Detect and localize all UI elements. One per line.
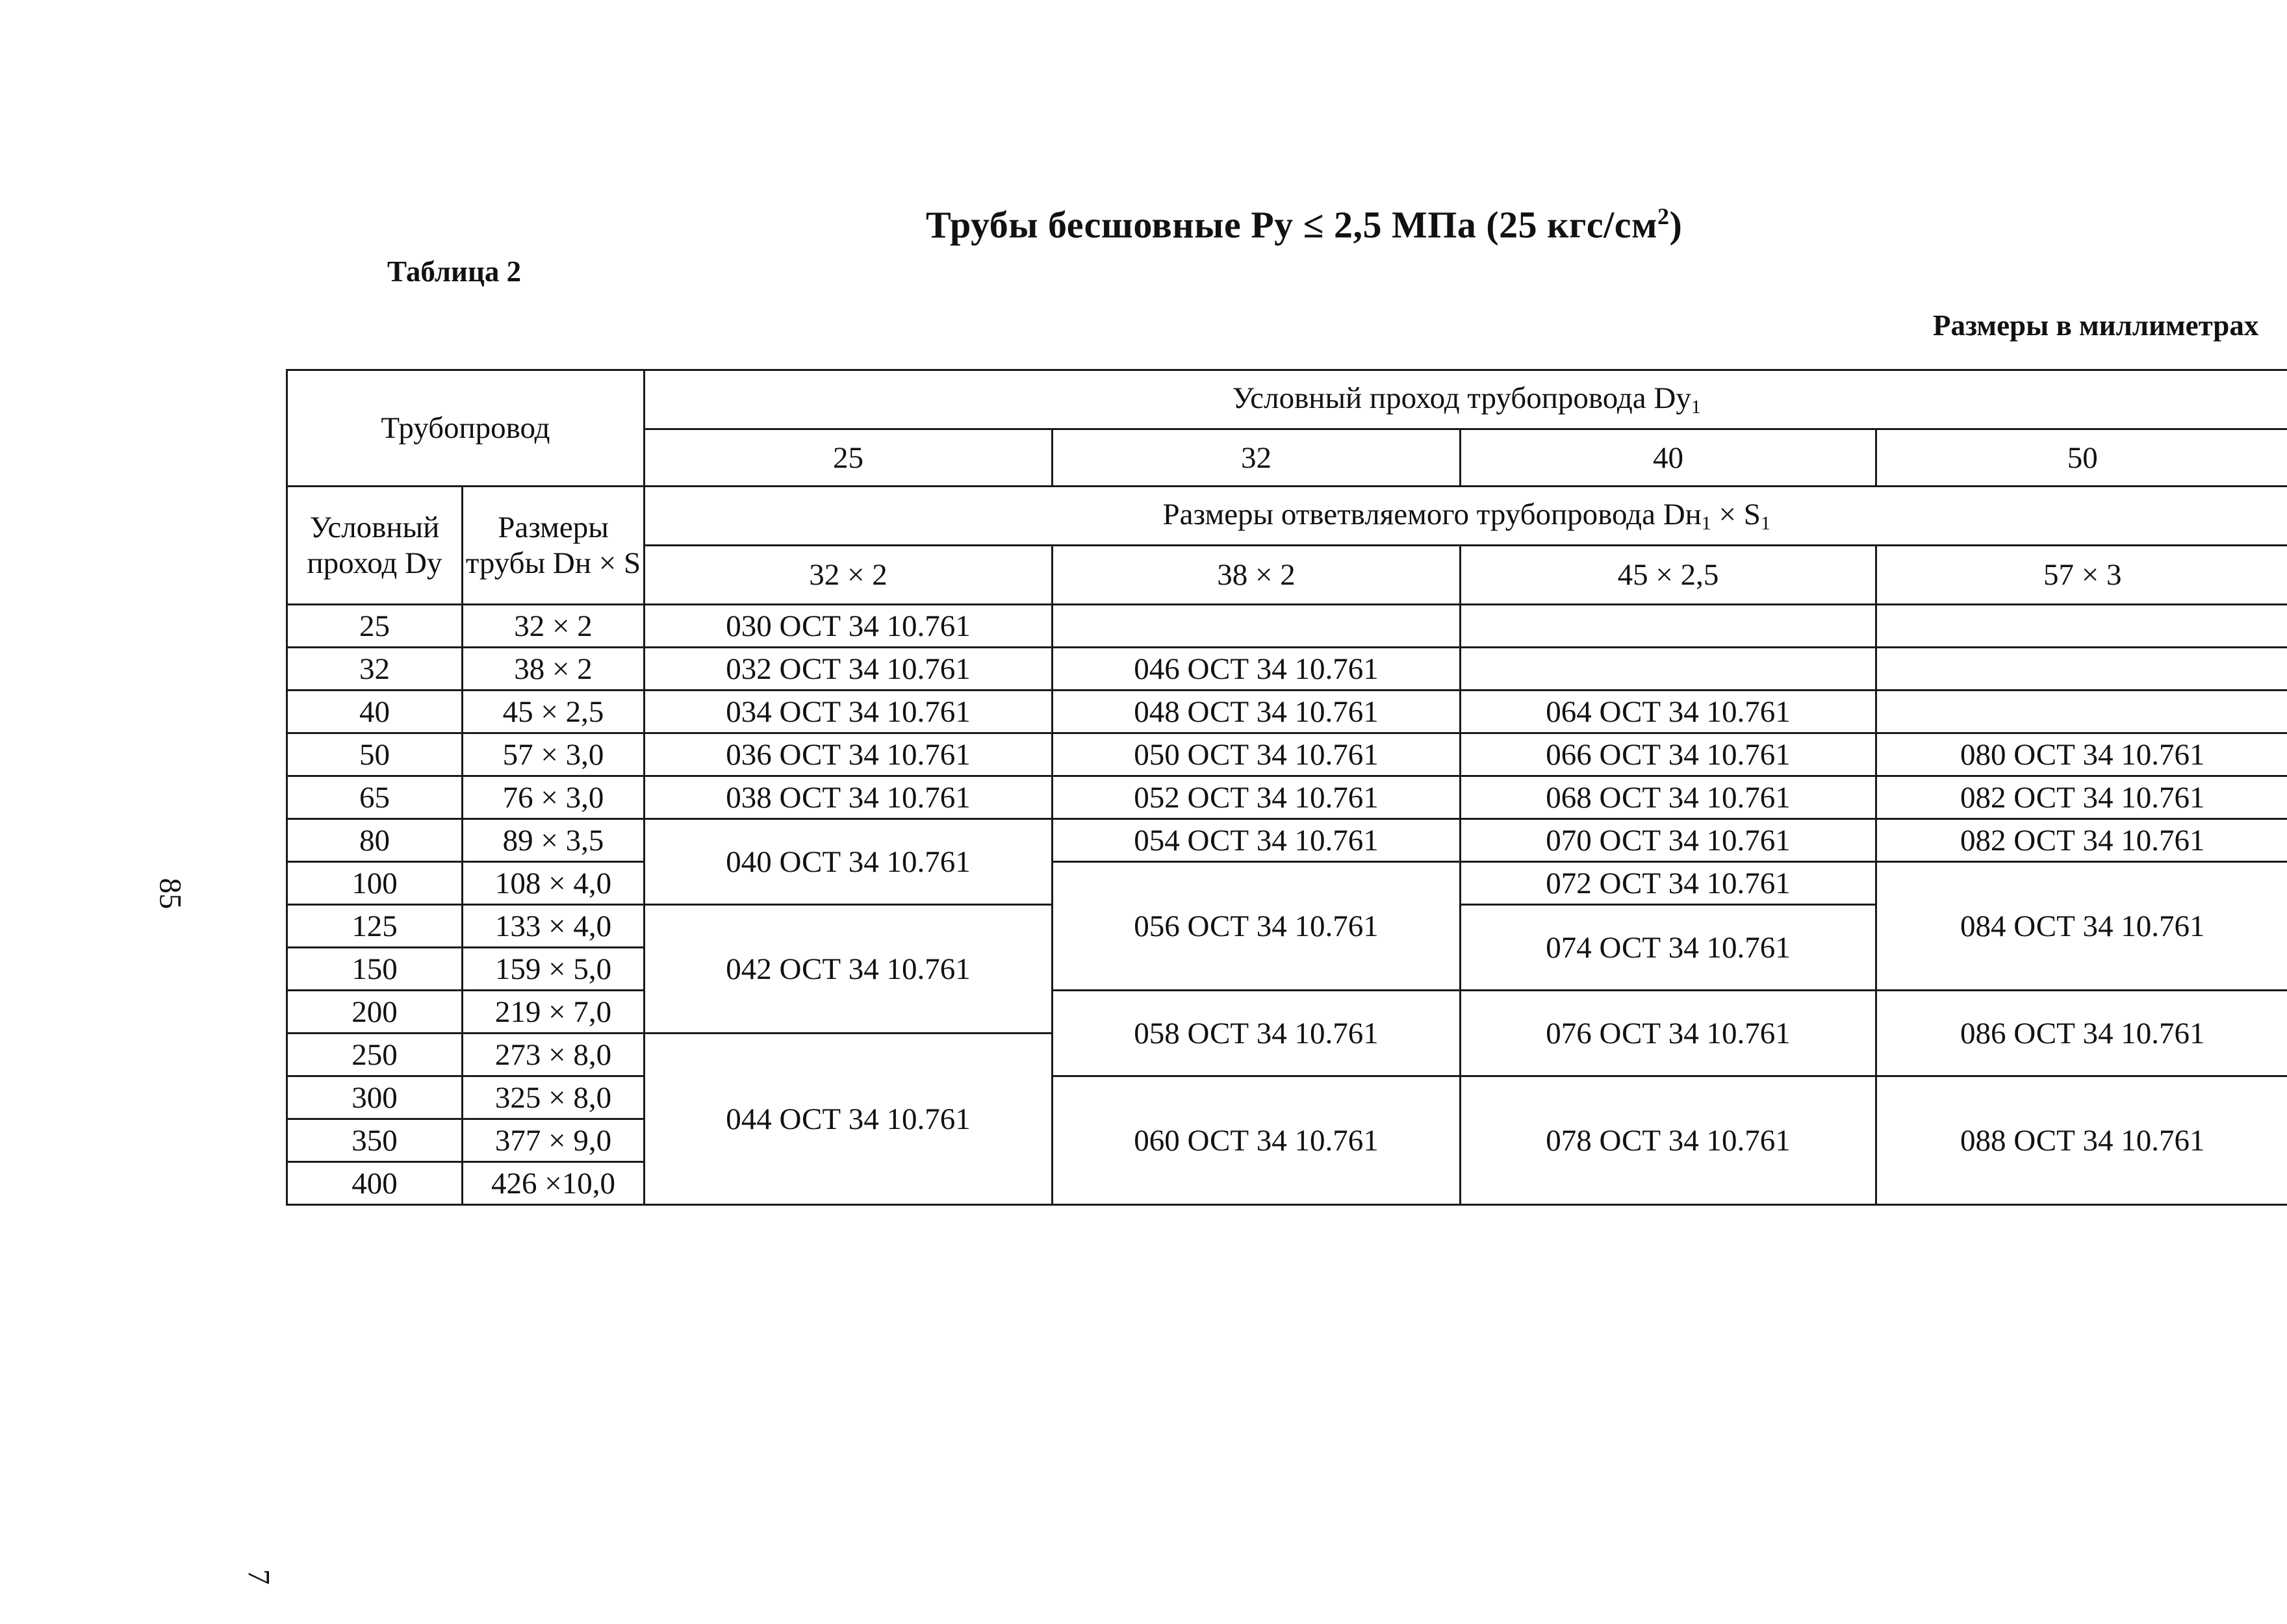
code-cell: 068 ОСТ 34 10.761	[1461, 776, 1876, 819]
code-cell: 054 ОСТ 34 10.761	[1053, 819, 1461, 862]
table-row	[287, 1076, 2287, 1119]
table-row	[287, 991, 2287, 1034]
table-row	[287, 605, 2287, 648]
row-size: 108 × 4,0	[463, 862, 645, 905]
row-size: 133 × 4,0	[463, 905, 645, 948]
col-dy-25: 25	[645, 429, 1053, 487]
code-cell: 080 ОСТ 34 10.761	[1876, 733, 2287, 776]
row-head-dy: Условный проход Dу	[287, 487, 463, 605]
table-row	[287, 862, 2287, 905]
row-size: 76 × 3,0	[463, 776, 645, 819]
empty-cell	[1876, 605, 2287, 648]
code-cell: 078 ОСТ 34 10.761	[1461, 1076, 1876, 1205]
row-dy: 300	[287, 1076, 463, 1119]
code-cell: 074 ОСТ 34 10.761	[1461, 905, 1876, 991]
row-size: 45 × 2,5	[463, 691, 645, 733]
col-dn-45x2-5: 45 × 2,5	[1461, 546, 1876, 605]
code-cell: 050 ОСТ 34 10.761	[1053, 733, 1461, 776]
row-dy: 100	[287, 862, 463, 905]
col-dy-32: 32	[1053, 429, 1461, 487]
code-cell: 044 ОСТ 34 10.761	[645, 1034, 1053, 1205]
row-dy: 40	[287, 691, 463, 733]
code-cell: 038 ОСТ 34 10.761	[645, 776, 1053, 819]
empty-cell	[1876, 648, 2287, 691]
table-row	[287, 648, 2287, 691]
code-cell: 076 ОСТ 34 10.761	[1461, 991, 1876, 1076]
code-cell: 066 ОСТ 34 10.761	[1461, 733, 1876, 776]
table-row	[287, 776, 2287, 819]
code-cell: 030 ОСТ 34 10.761	[645, 605, 1053, 648]
code-cell: 084 ОСТ 34 10.761	[1876, 862, 2287, 991]
table-label: Таблица 2	[387, 255, 522, 288]
row-size: 89 × 3,5	[463, 819, 645, 862]
empty-cell	[1461, 648, 1876, 691]
col-dy-40: 40	[1461, 429, 1876, 487]
code-cell: 070 ОСТ 34 10.761	[1461, 819, 1876, 862]
page-number: 85	[153, 878, 188, 909]
row-size: 273 × 8,0	[463, 1034, 645, 1076]
row-size: 325 × 8,0	[463, 1076, 645, 1119]
page-title: Трубы бесшовные Ру ≤ 2,5 МПа (25 кгс/$см^2$)	[926, 203, 1683, 246]
row-dy: 125	[287, 905, 463, 948]
col-dy-50: 50	[1876, 429, 2287, 487]
row-dy: 65	[287, 776, 463, 819]
code-cell: 082 ОСТ 34 10.761	[1876, 776, 2287, 819]
code-cell: 040 ОСТ 34 10.761	[645, 819, 1053, 905]
empty-cell	[1461, 605, 1876, 648]
row-dy: 32	[287, 648, 463, 691]
row-size: 57 × 3,0	[463, 733, 645, 776]
code-cell: 046 ОСТ 34 10.761	[1053, 648, 1461, 691]
code-cell: 082 ОСТ 34 10.761	[1876, 819, 2287, 862]
row-dy: 400	[287, 1162, 463, 1205]
table-row	[287, 691, 2287, 733]
footer-mark: 7	[241, 1569, 276, 1585]
branch-pipe-table	[286, 369, 2287, 1206]
row-size: 219 × 7,0	[463, 991, 645, 1034]
row-dy: 150	[287, 948, 463, 991]
branch-size-header: Размеры ответвляемого трубопровода $Dн_1 \times S_1$	[645, 487, 2287, 546]
col-dn-38x2: 38 × 2	[1053, 546, 1461, 605]
code-cell: 034 ОСТ 34 10.761	[645, 691, 1053, 733]
code-cell: 064 ОСТ 34 10.761	[1461, 691, 1876, 733]
code-cell: 032 ОСТ 34 10.761	[645, 648, 1053, 691]
code-cell: 058 ОСТ 34 10.761	[1053, 991, 1461, 1076]
row-dy: 250	[287, 1034, 463, 1076]
table-row	[287, 819, 2287, 862]
code-cell: 086 ОСТ 34 10.761	[1876, 991, 2287, 1076]
code-cell: 056 ОСТ 34 10.761	[1053, 862, 1461, 991]
empty-cell	[1053, 605, 1461, 648]
code-cell: 048 ОСТ 34 10.761	[1053, 691, 1461, 733]
col-dn-32x2: 32 × 2	[645, 546, 1053, 605]
row-dy: 50	[287, 733, 463, 776]
row-dy: 80	[287, 819, 463, 862]
row-size: 377 × 9,0	[463, 1119, 645, 1162]
row-head-size: Размеры трубы Dн × S	[463, 487, 645, 605]
nominal-bore-header: Условный проход трубопровода $Dу_1$	[645, 370, 2287, 429]
row-size: 32 × 2	[463, 605, 645, 648]
code-cell: 072 ОСТ 34 10.761	[1461, 862, 1876, 905]
code-cell: 088 ОСТ 34 10.761	[1876, 1076, 2287, 1205]
table-row	[287, 733, 2287, 776]
col-dn-57x3: 57 × 3	[1876, 546, 2287, 605]
row-size: 426 ×10,0	[463, 1162, 645, 1205]
code-cell: 052 ОСТ 34 10.761	[1053, 776, 1461, 819]
row-dy: 350	[287, 1119, 463, 1162]
code-cell: 042 ОСТ 34 10.761	[645, 905, 1053, 1034]
row-size: 38 × 2	[463, 648, 645, 691]
empty-cell	[1876, 691, 2287, 733]
units-note: Размеры в миллиметрах	[1933, 309, 2259, 342]
row-dy: 25	[287, 605, 463, 648]
code-cell: 060 ОСТ 34 10.761	[1053, 1076, 1461, 1205]
code-cell: 036 ОСТ 34 10.761	[645, 733, 1053, 776]
row-dy: 200	[287, 991, 463, 1034]
row-size: 159 × 5,0	[463, 948, 645, 991]
pipeline-header: Трубопровод	[287, 370, 645, 487]
